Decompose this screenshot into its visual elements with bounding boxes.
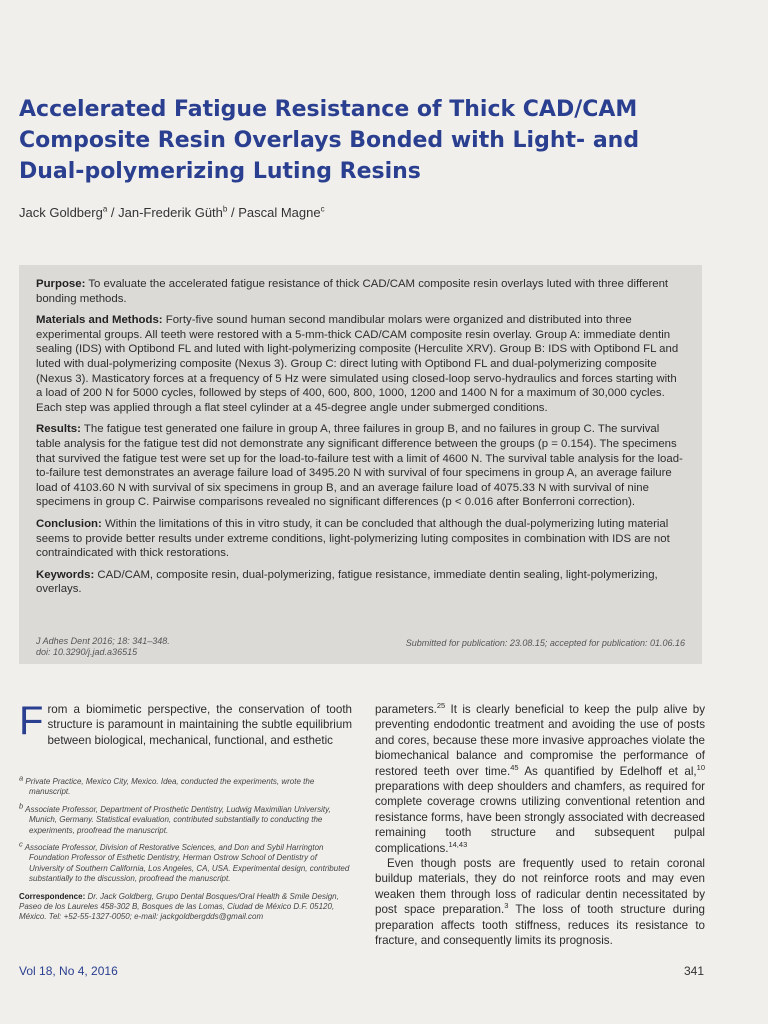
correspondence-label: Correspondence: xyxy=(19,891,86,901)
submission-dates: Submitted for publication: 23.08.15; accepted for publication: 01.06.16 xyxy=(405,638,685,648)
author-affiliation-mark: c xyxy=(320,204,325,214)
affiliation-footnotes xyxy=(19,773,352,923)
footnote-mark: b xyxy=(19,801,24,811)
author-separator: / xyxy=(107,205,119,220)
author-name: Pascal Magne xyxy=(238,205,321,220)
volume-info: Vol 18, No 4, 2016 xyxy=(19,964,118,978)
reference-mark: 25 xyxy=(436,701,446,711)
abstract-purpose xyxy=(36,277,686,306)
results-text: The fatigue test generated one failure in group A, three failures in group B, and no failures in group C. The survival table analysis for the fatigue test did not demonstrate any significant difference between the groups (p = 0.154). The specimens that survived the fatigue test were set up for the load-to-failure test with a limit of 4600 N. The survival table analysis for the load-to-failure test demonstrates an average failure load of 3495.20 N with survival of four specimens in group A, an average failure load of 4103.60 N with survival of six specimens in group B, and an average failure load of 4075.33 N with survival of nine specimens in group C. Pairwise comparisons revealed no significant differences (p < 0.016 after Bonferroni correction). xyxy=(36,423,683,509)
article-title xyxy=(19,94,719,187)
body-paragraph xyxy=(375,856,705,948)
purpose-label: Purpose: xyxy=(36,278,86,290)
body-text-segment: As quantified by Edelhoff et al, xyxy=(518,764,697,778)
conclusion-label: Conclusion: xyxy=(36,517,102,530)
conclusion-text: Within the limitations of this in vitro study, it can be concluded that although the dual-polymerizing luting material seems to provide better results under extreme conditions, light-polymerizing luting composites in combination with IDS are not contraindicated with thick restorations. xyxy=(36,517,670,560)
footnote xyxy=(19,839,352,885)
abstract-methods xyxy=(36,313,686,415)
title-line-2: Composite Resin Overlays Bonded with Light- and xyxy=(19,128,640,153)
abstract-keywords xyxy=(36,568,686,597)
body-text-segment: parameters. xyxy=(375,703,437,716)
doi-line: doi: 10.3290/j.jad.a36515 xyxy=(36,647,138,657)
keywords-text: CAD/CAM, composite resin, dual-polymerizing, fatigue resistance, immediate dentin sealing, light-polymerizing, overlays. xyxy=(36,568,658,596)
footnote-text: Associate Professor, Division of Restorative Sciences, and Don and Sybil Harrington Foundation Professor of Esthetic Dentistry, Herman Ostrow School of Dentistry of University of Southern California, Los Angeles, CA, USA. Experimental design, contributed substantially to the discussion, proofread the manuscript. xyxy=(24,843,350,884)
keywords-label: Keywords: xyxy=(36,568,95,581)
results-label: Results: xyxy=(36,423,81,436)
reference-mark: 45 xyxy=(510,762,519,772)
footnote xyxy=(19,773,352,798)
author-separator: / xyxy=(227,205,239,220)
body-text-segment: Even though posts are frequently used to retain coronal buildup materials, they do not reinforce roots and may even weaken them through loss of radicular dentin necessitated by post space preparation. xyxy=(375,857,705,917)
reference-mark: 14,43 xyxy=(448,839,468,849)
author-name: Jack Goldberg xyxy=(19,205,103,220)
abstract-results xyxy=(36,422,686,510)
body-column-left xyxy=(19,699,352,748)
footnote xyxy=(19,801,352,836)
reference-mark: 3 xyxy=(504,901,509,911)
author-affiliation-mark: a xyxy=(102,204,108,214)
correspondence xyxy=(19,892,352,923)
body-paragraph xyxy=(375,702,705,856)
abstract-conclusion xyxy=(36,517,686,561)
correspondence-text: Dr. Jack Goldberg, Grupo Dental Bosques/Oral Health & Smile Design, Paseo de los Laureles 458-302 B, Bosques de las Lomas, Ciudad de México D.F. 05120, México. Tel: +52-55-1327-0050; e-mail: jackgoldbergdds@gmail.com xyxy=(19,891,339,922)
footnote-mark: a xyxy=(19,773,24,783)
abstract-box xyxy=(19,265,702,664)
methods-label: Materials and Methods: xyxy=(36,314,163,327)
footnote-text: Private Practice, Mexico City, Mexico. Idea, conducted the experiments, wrote the manuscript. xyxy=(25,777,315,797)
purpose-text: To evaluate the accelerated fatigue resistance of thick CAD/CAM composite resin overlays luted with three different bonding methods. xyxy=(36,278,669,305)
footnote-text: Associate Professor, Department of Prosthetic Dentistry, Ludwig Maximilian University, Munich, Germany. Statistical evaluation, contributed substantially to conducting the experiments, proofread the manuscript. xyxy=(25,804,331,835)
body-text-segment: It is clearly beneficial to keep the pulp alive by preventing endodontic treatment and avoiding the use of posts and cores, because these more invasive approaches violate the biomechanical balance and compromise the performance of restored teeth over time. xyxy=(375,703,705,778)
body-text-segment: The loss of tooth structure during preparation affects tooth stiffness, reduces its resistance to fracture, and consequently limits its prognosis. xyxy=(375,903,706,948)
title-line-1: Accelerated Fatigue Resistance of Thick CAD/CAM xyxy=(19,97,638,122)
drop-cap: F xyxy=(19,699,44,743)
title-line-3: Dual-polymerizing Luting Resins xyxy=(19,159,421,184)
body-text-segment: preparations with deep shoulders and chamfers, as required for complete coverage crowns utilizing conventional retention and resistance forms, have been strongly associated with decreased remaining tooth structure and subsequent pulpal complications. xyxy=(375,780,705,855)
author-affiliation-mark: b xyxy=(222,204,228,214)
journal-citation xyxy=(36,636,170,658)
reference-mark: 10 xyxy=(696,762,705,772)
author-list xyxy=(19,205,325,220)
methods-text: Forty-five sound human second mandibular molars were organized and distributed into three experimental groups. All teeth were restored with a 5-mm-thick CAD/CAM composite resin overlay. Group A: immediate dentin sealing (IDS) with Optibond FL and luted with light-polymerizing composite (Herculite XRV). Group B: IDS with Optibond FL and luted with dual-polymerizing composite (Nexus 3). Group C: direct luting with Optibond FL and dual-polymerizing composite (Nexus 3). Masticatory forces at a frequency of 5 Hz were simulated using closed-loop servo-hydraulics and forces starting with a load of 200 N for 5000 cycles, followed by steps of 400, 600, 800, 1000, 1200 and 1400 N for a maximum of 30,000 cycles. Each step was applied through a flat steel cylinder at a 45-degree angle under submerged conditions. xyxy=(36,314,679,414)
author-name: Jan-Frederik Güth xyxy=(118,205,223,220)
intro-text: rom a biomimetic perspective, the conservation of tooth structure is paramount in maintaining the subtle equilibrium between biological, mechanical, functional, and esthetic xyxy=(47,703,352,747)
body-column-right xyxy=(375,702,705,949)
footnote-mark: c xyxy=(19,839,23,849)
page-number: 341 xyxy=(683,964,704,978)
intro-paragraph xyxy=(19,699,352,748)
citation-line: J Adhes Dent 2016; 18: 341–348. xyxy=(36,636,170,646)
